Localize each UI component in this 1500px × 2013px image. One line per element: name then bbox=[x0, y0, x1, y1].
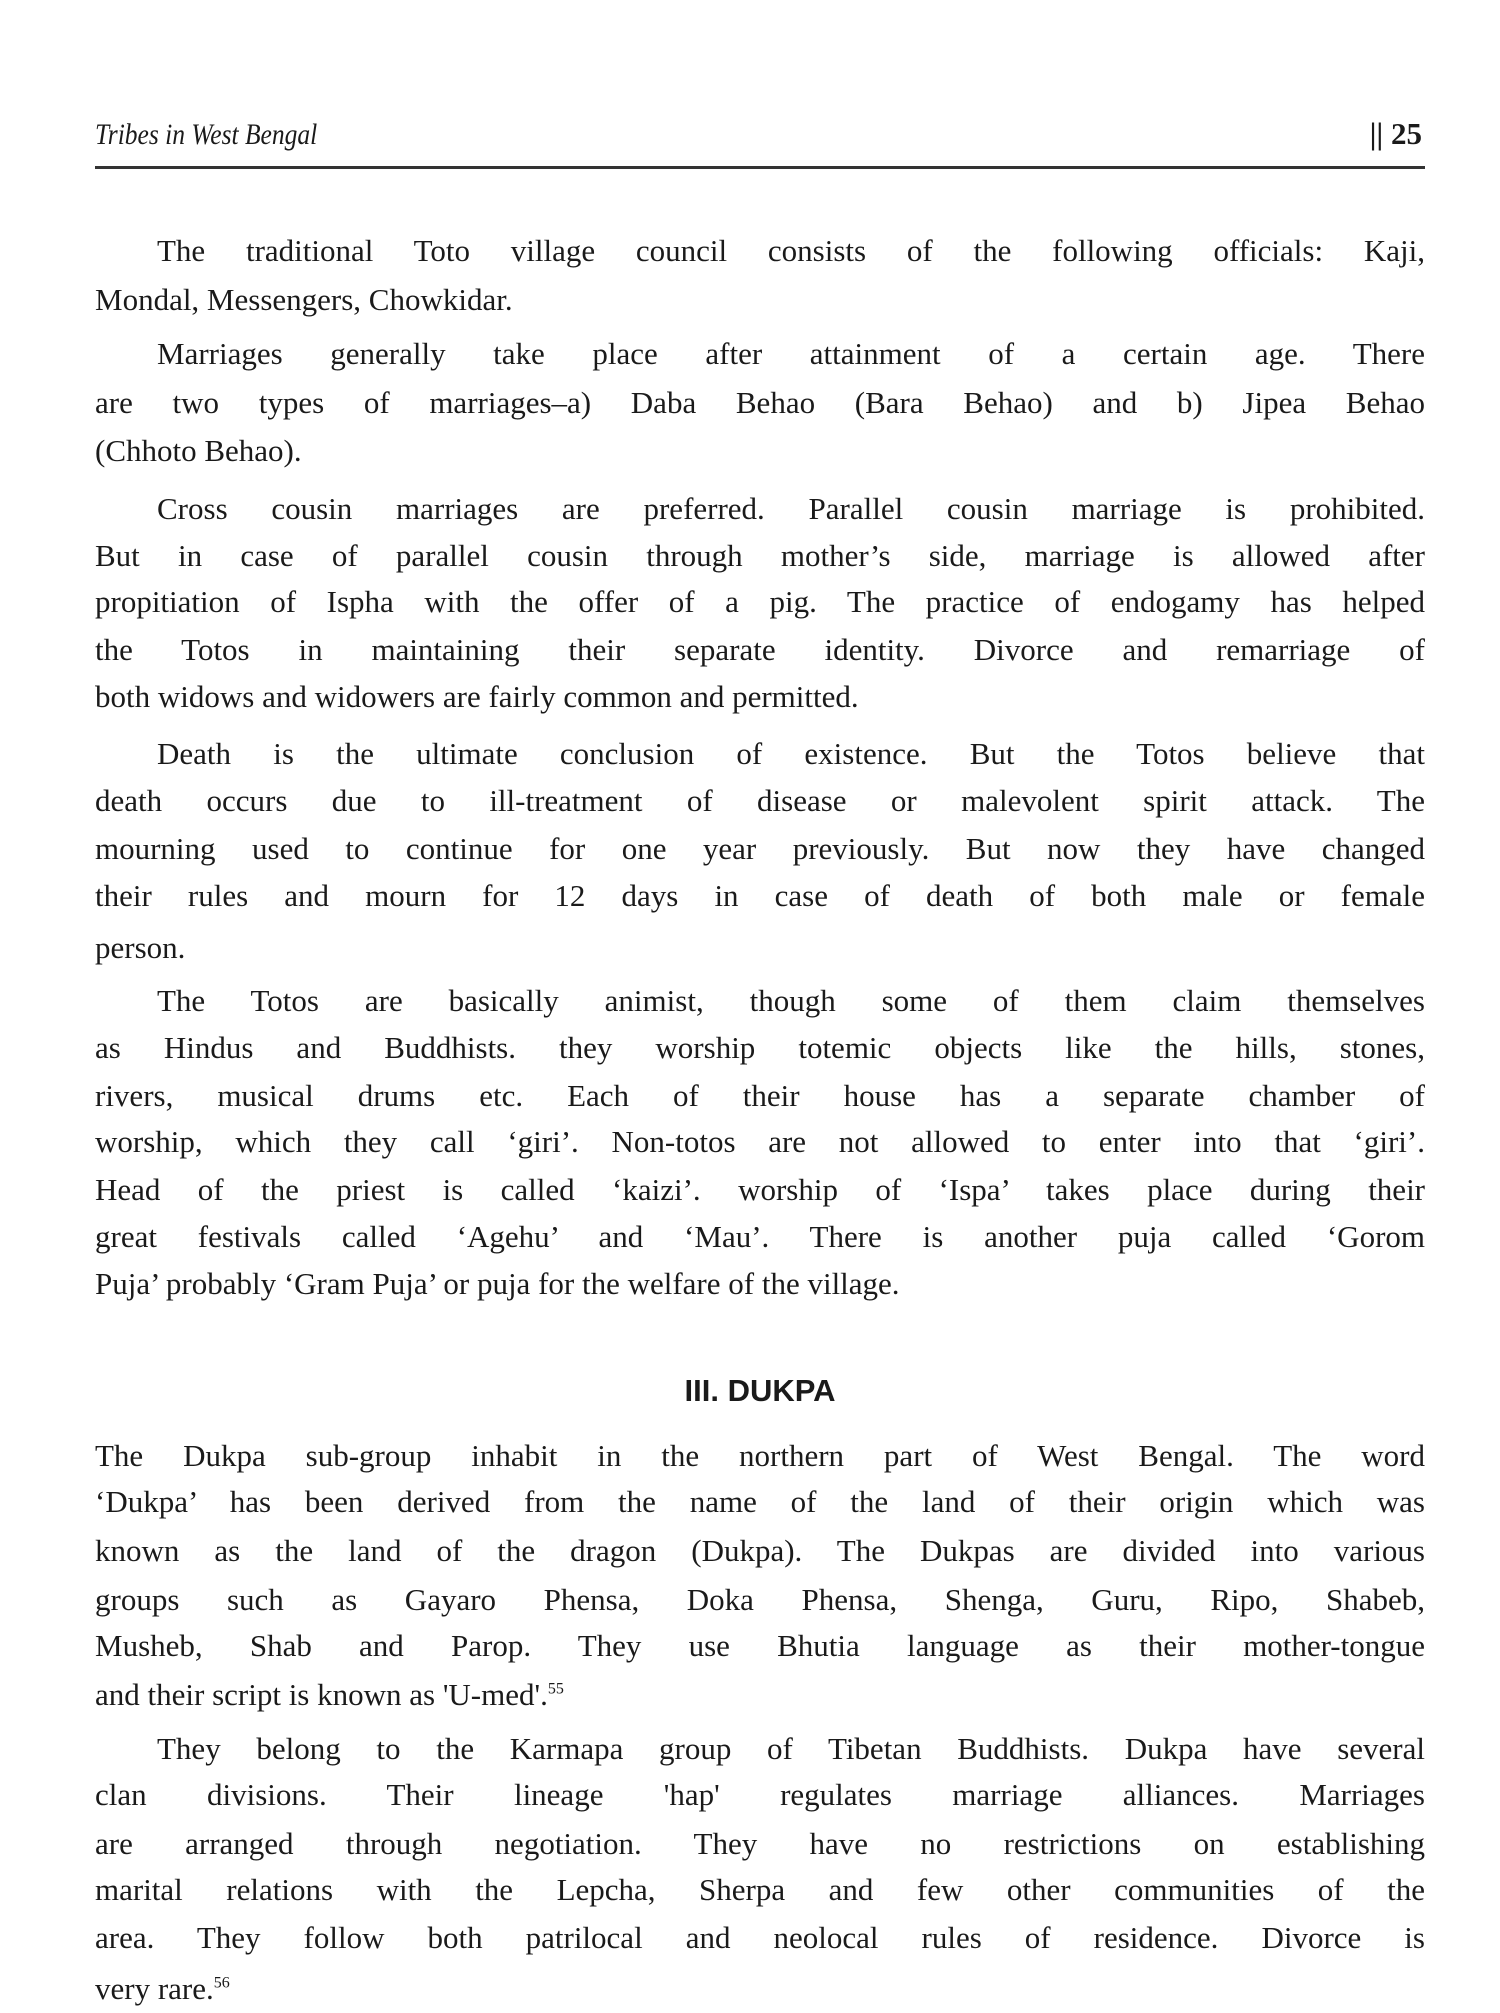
paragraph-5-line bbox=[95, 1213, 1425, 1261]
line-text: are arranged through negotiation. They have no restrictions on establishing bbox=[95, 1826, 1425, 1861]
footnote-marker: 55 bbox=[547, 1680, 564, 1698]
paragraph-1-line bbox=[95, 276, 1425, 324]
paragraph-3-line bbox=[95, 626, 1425, 674]
line-text: as Hindus and Buddhists. they worship totemic objects like the hills, stones, bbox=[95, 1030, 1425, 1065]
paragraph-4-line bbox=[95, 924, 1425, 972]
line-text: death occurs due to ill-treatment of disease or malevolent spirit attack. The bbox=[95, 783, 1425, 818]
line-text: (Chhoto Behao). bbox=[95, 433, 302, 468]
paragraph-7-line bbox=[157, 1725, 1425, 1773]
paragraph-3-line bbox=[95, 673, 1425, 721]
paragraph-6-line bbox=[95, 1622, 1425, 1670]
paragraph-3-line bbox=[157, 485, 1425, 533]
line-text: marital relations with the Lepcha, Sherpa and few other communities of the bbox=[95, 1872, 1425, 1907]
paragraph-7-line bbox=[95, 1771, 1425, 1819]
line-text: their rules and mourn for 12 days in case of death of both male or female bbox=[95, 878, 1425, 913]
line-text: Marriages generally take place after attainment of a certain age. There bbox=[157, 336, 1425, 371]
line-text: area. They follow both patrilocal and neolocal rules of residence. Divorce is bbox=[95, 1920, 1425, 1955]
paragraph-3-line bbox=[95, 578, 1425, 626]
section-heading: III. DUKPA bbox=[684, 1373, 836, 1408]
paragraph-7-line bbox=[95, 1820, 1425, 1868]
header-rule bbox=[95, 166, 1425, 169]
paragraph-6-line bbox=[95, 1527, 1425, 1575]
paragraph-7-line bbox=[95, 1914, 1425, 1962]
paragraph-6-line bbox=[95, 1576, 1425, 1624]
line-text: mourning used to continue for one year previously. But now they have changed bbox=[95, 831, 1425, 866]
line-text: The Dukpa sub-group inhabit in the northern part of West Bengal. The word bbox=[95, 1438, 1425, 1473]
line-text: Death is the ultimate conclusion of existence. But the Totos believe that bbox=[157, 736, 1425, 771]
paragraph-4-line bbox=[95, 777, 1425, 825]
paragraph-3-line bbox=[95, 532, 1425, 580]
line-text: propitiation of Ispha with the offer of a pig. The practice of endogamy has helped bbox=[95, 584, 1425, 619]
line-text: are two types of marriages–a) Daba Behao (Bara Behao) and b) Jipea Behao bbox=[95, 385, 1425, 420]
line-text: The traditional Toto village council consists of the following officials: Kaji, bbox=[157, 233, 1425, 268]
line-text: very rare. bbox=[95, 1971, 214, 2006]
paragraph-5-line bbox=[95, 1072, 1425, 1120]
line-text: ‘Dukpa’ has been derived from the name of the land of their origin which was bbox=[95, 1484, 1425, 1519]
paragraph-4-line bbox=[95, 872, 1425, 920]
line-text: Mondal, Messengers, Chowkidar. bbox=[95, 282, 513, 317]
paragraph-5-line bbox=[95, 1024, 1425, 1072]
line-text: But in case of parallel cousin through mother’s side, marriage is allowed after bbox=[95, 538, 1425, 573]
paragraph-5-line bbox=[95, 1166, 1425, 1214]
footnote-marker: 56 bbox=[213, 1974, 230, 1992]
line-text: great festivals called ‘Agehu’ and ‘Mau’. There is another puja called ‘Gorom bbox=[95, 1219, 1425, 1254]
paragraph-4-line bbox=[157, 730, 1425, 778]
paragraph-5-line bbox=[157, 977, 1425, 1025]
line-text: Puja’ probably ‘Gram Puja’ or puja for the welfare of the village. bbox=[95, 1266, 900, 1301]
paragraph-5-line bbox=[95, 1260, 1425, 1308]
paragraph-6-line bbox=[95, 1432, 1425, 1480]
line-text: the Totos in maintaining their separate identity. Divorce and remarriage of bbox=[95, 632, 1425, 667]
line-text: They belong to the Karmapa group of Tibetan Buddhists. Dukpa have several bbox=[157, 1731, 1425, 1766]
paragraph-2-line bbox=[95, 379, 1425, 427]
running-header-title: Tribes in West Bengal bbox=[95, 118, 318, 151]
line-text: worship, which they call ‘giri’. Non-totos are not allowed to enter into that ‘giri’. bbox=[95, 1124, 1425, 1159]
paragraph-2-line bbox=[95, 427, 1425, 475]
paragraph-7-line bbox=[95, 1965, 1425, 2013]
line-text: person. bbox=[95, 930, 186, 965]
paragraph-6-line bbox=[95, 1478, 1425, 1526]
paragraph-5-line bbox=[95, 1118, 1425, 1166]
line-text: Musheb, Shab and Parop. They use Bhutia language as their mother-tongue bbox=[95, 1628, 1425, 1663]
paragraph-1-line bbox=[157, 227, 1425, 275]
paragraph-6-line bbox=[95, 1671, 1425, 1719]
page-number: || 25 bbox=[1369, 116, 1422, 151]
paragraph-2-line bbox=[157, 330, 1425, 378]
line-text: groups such as Gayaro Phensa, Doka Phensa, Shenga, Guru, Ripo, Shabeb, bbox=[95, 1582, 1425, 1617]
line-text: Head of the priest is called ‘kaizi’. worship of ‘Ispa’ takes place during their bbox=[95, 1172, 1425, 1207]
line-text: rivers, musical drums etc. Each of their house has a separate chamber of bbox=[95, 1078, 1425, 1113]
line-text: clan divisions. Their lineage 'hap' regulates marriage alliances. Marriages bbox=[95, 1777, 1425, 1812]
line-text: known as the land of the dragon (Dukpa). The Dukpas are divided into various bbox=[95, 1533, 1425, 1568]
line-text: and their script is known as 'U-med'. bbox=[95, 1677, 548, 1712]
paragraph-7-line bbox=[95, 1866, 1425, 1914]
line-text: both widows and widowers are fairly common and permitted. bbox=[95, 679, 859, 714]
paragraph-4-line bbox=[95, 825, 1425, 873]
line-text: The Totos are basically animist, though some of them claim themselves bbox=[157, 983, 1425, 1018]
line-text: Cross cousin marriages are preferred. Parallel cousin marriage is prohibited. bbox=[157, 491, 1425, 526]
